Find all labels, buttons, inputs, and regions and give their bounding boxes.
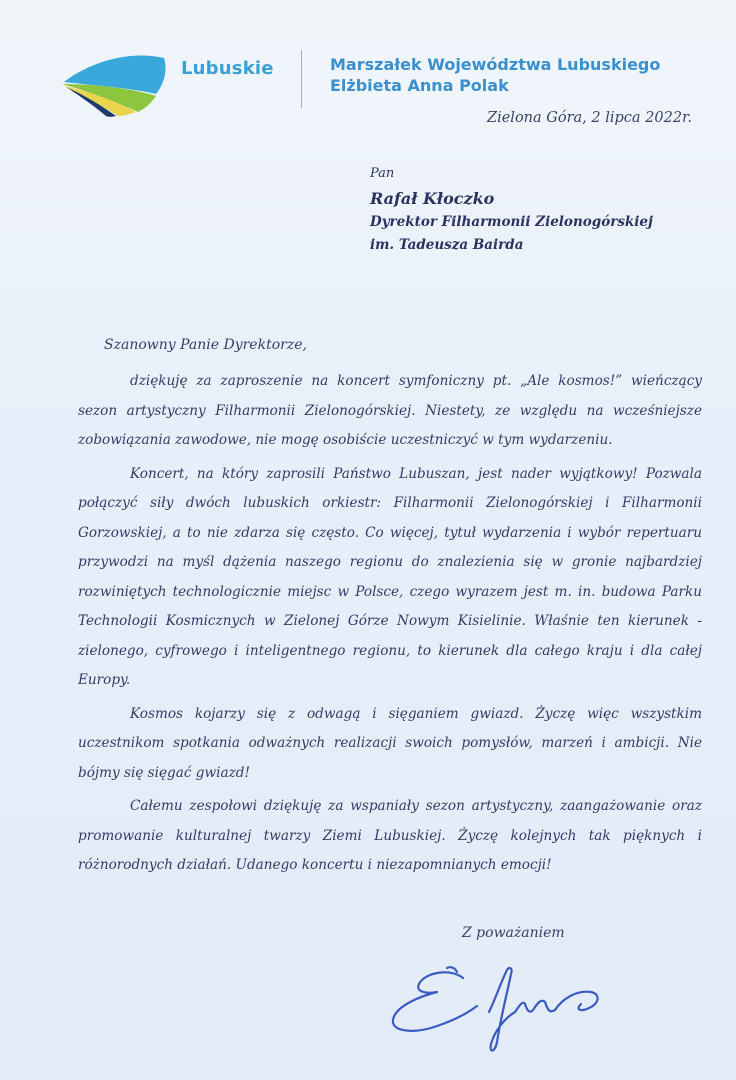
office-heading — [330, 54, 660, 96]
office-holder: Elżbieta Anna Polak — [330, 76, 509, 95]
lubuskie-logo — [60, 50, 170, 118]
addressee-name: Rafał Kłoczko — [370, 189, 495, 208]
closing: Z poważaniem — [462, 925, 565, 941]
letter-date: Zielona Góra, 2 lipca 2022r. — [487, 110, 692, 126]
paragraph: Całemu zespołowi dziękuję za wspaniały sezon artystyczny, zaangażowanie oraz promowanie kulturalnej twarzy Ziemi Lubuskiej. Życzę kolejnych tak pięknych i różnorodnych działań. Udanego koncertu i niezapomnianych emocji! — [78, 798, 702, 873]
paragraph: Koncert, na który zaprosili Państwo Lubuszan, jest nader wyjątkowy! Pozwala połączyć siły dwóch lubuskich orkiestr: Filharmonii Zielonogórskiej i Filharmonii Gorzowskiej, a to nie zdarza się często. Co więcej, tytuł wydarzenia i wybór repertuaru przywodzi na myśl dążenia naszego regionu do znalezienia się w gronie najbardziej rozwiniętych technologicznie miejsc w Polsce, czego wyrazem jest m. in. budowa Parku Technologii Kosmicznych w Zielonej Górze Nowym Kisielinie. Właśnie ten kierunek - zielonego, cyfrowego i inteligentnego regionu, to kierunek dla całego kraju i dla całej Europy. — [78, 465, 702, 688]
brand-name: Lubuskie — [181, 58, 274, 79]
paragraph: Kosmos kojarzy się z odwagą i sięganiem gwiazd. Życzę więc wszystkim uczestnikom spotkania odważnych realizacji swoich pomysłów, marzeń i ambicji. Nie bójmy się sięgać gwiazd! — [78, 705, 702, 781]
office-title: Marszałek Województwa Lubuskiego — [330, 55, 661, 74]
addressee-prefix: Pan — [370, 166, 395, 181]
addressee-title: Dyrektor Filharmonii Zielonogórskiej — [370, 214, 653, 230]
addressee-subtitle: im. Tadeusza Bairda — [370, 237, 524, 253]
letter-body — [78, 367, 702, 885]
header-divider — [301, 50, 302, 108]
handwritten-signature — [385, 960, 635, 1060]
salutation: Szanowny Panie Dyrektorze, — [104, 337, 307, 353]
addressee-block — [370, 166, 653, 260]
paragraph: dziękuję za zaproszenie na koncert symfoniczny pt. „Ale kosmos!” wieńczący sezon artystyczny Filharmonii Zielonogórskiej. Niestety, ze względu na wcześniejsze zobowiązania zawodowe, nie mogę osobiście uczestniczyć w tym wydarzeniu. — [78, 373, 702, 448]
